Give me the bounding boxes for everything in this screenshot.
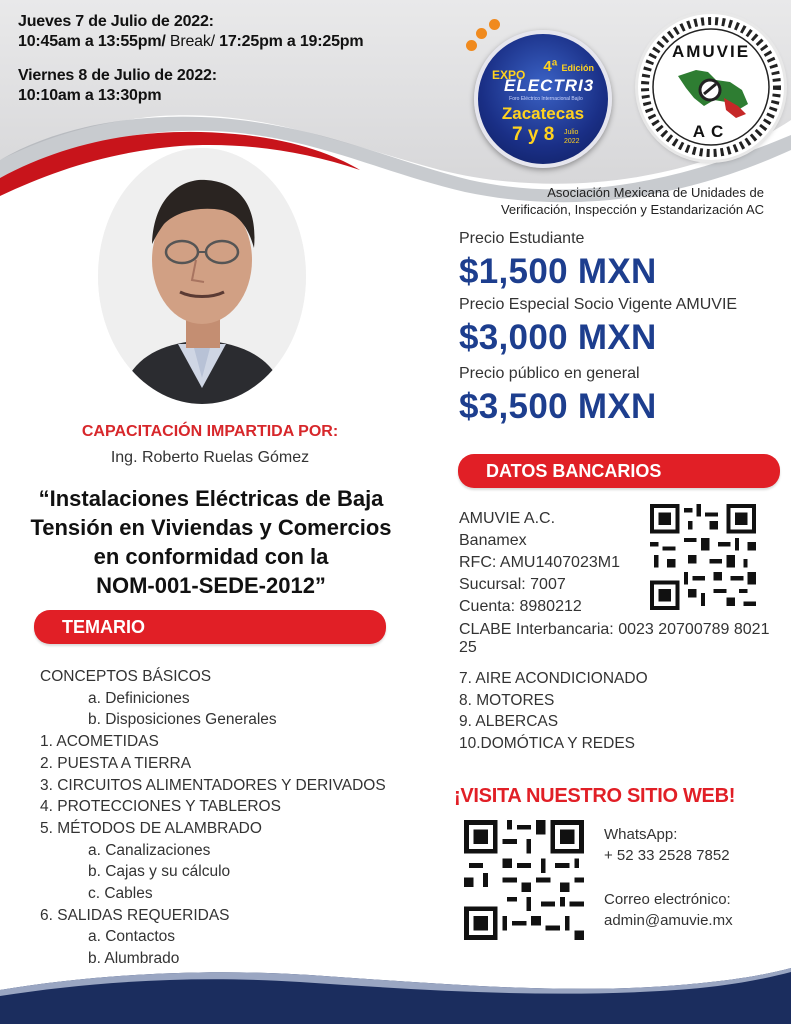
- expo-edition-number: 4ª: [543, 58, 558, 75]
- facebook-icon[interactable]: [466, 40, 477, 51]
- temario-item: a. Canalizaciones: [88, 841, 211, 859]
- schedule-day2-heading: Viernes 8 de Julio de 2022:: [18, 67, 217, 84]
- bank-account-name: AMUVIE A.C.: [459, 510, 556, 527]
- portrait-illustration: [98, 148, 306, 404]
- temario-list-right: [459, 668, 648, 755]
- course-title-line2: Tensión en Viviendas y Comercios: [30, 515, 392, 540]
- whatsapp-number[interactable]: + 52 33 2528 7852: [604, 847, 730, 864]
- expo-dates: 7 y 8: [512, 124, 555, 145]
- amuvie-logo: [638, 14, 784, 160]
- course-title-line1: “Instalaciones Eléctricas de Baja: [38, 486, 384, 511]
- bank-account: Cuenta: 8980212: [459, 598, 582, 615]
- website-heading[interactable]: ¡VISITA NUESTRO SITIO WEB!: [454, 785, 736, 807]
- expo-edition: [543, 58, 594, 75]
- web-icon[interactable]: [489, 19, 500, 30]
- schedule-day1-time-a: 10:45am a 13:55pm/: [18, 33, 166, 50]
- whatsapp-label: WhatsApp:: [604, 826, 678, 843]
- temario-item: b. Alumbrado: [88, 950, 180, 968]
- price-value-public: $3,500 MXN: [459, 387, 657, 426]
- schedule-day2-time: 10:10am a 13:30pm: [18, 87, 162, 104]
- temario-item: 8. MOTORES: [459, 691, 555, 709]
- schedule-day2: [18, 66, 217, 106]
- association-line2: Verificación, Inspección y Estandarización AC: [500, 202, 764, 217]
- temario-item: 1. ACOMETIDAS: [40, 733, 159, 751]
- temario-item: 4. PROTECCIONES Y TABLEROS: [40, 798, 281, 816]
- amuvie-logo-bottom-text: AC: [692, 122, 730, 141]
- expo-brand: ELECTRI3: [504, 76, 595, 95]
- association-name: [470, 184, 764, 218]
- price-label-public: Precio público en general: [459, 365, 640, 382]
- bank-rfc: RFC: AMU1407023M1: [459, 554, 620, 571]
- course-title-line3: en conformidad con la: [93, 544, 329, 569]
- expo-edition-word: Edición: [561, 63, 594, 73]
- schedule-break: Break/: [165, 33, 215, 50]
- bank-heading-banner: [458, 454, 780, 488]
- expo-month: Julio: [564, 129, 579, 136]
- temario-item: b. Cajas y su cálculo: [88, 863, 231, 881]
- temario-item: 3. CIRCUITOS ALIMENTADORES Y DERIVADOS: [40, 776, 386, 794]
- schedule-day1-heading: Jueves 7 de Julio de 2022:: [18, 13, 214, 30]
- schedule-day1-times: [18, 32, 363, 52]
- price-value-member: $3,000 MXN: [459, 318, 657, 357]
- temario-item: 7. AIRE ACONDICIONADO: [459, 670, 648, 687]
- temario-item: 2. PUESTA A TIERRA: [40, 754, 192, 772]
- temario-item: 9. ALBERCAS: [459, 713, 559, 731]
- temario-item: b. Disposiciones Generales: [88, 711, 277, 729]
- expo-label: EXPO: [492, 68, 526, 82]
- expo-month-year: [564, 128, 580, 146]
- instructor-heading: CAPACITACIÓN IMPARTIDA POR:: [81, 423, 339, 440]
- temario-item: 6. SALIDAS REQUERIDAS: [40, 906, 230, 924]
- price-label-member: Precio Especial Socio Vigente AMUVIE: [459, 296, 738, 313]
- expo-year: 2022: [564, 138, 580, 145]
- temario-list-left: [40, 666, 386, 970]
- email-label: Correo electrónico:: [604, 891, 731, 908]
- expo-electri3-logo: [474, 30, 612, 168]
- course-title-line4: NOM-001-SEDE-2012”: [96, 573, 326, 598]
- bank-heading: DATOS BANCARIOS: [486, 461, 662, 481]
- bank-branch: Sucursal: 7007: [459, 576, 566, 593]
- bank-qr-code: [650, 504, 756, 610]
- temario-item: CONCEPTOS BÁSICOS: [40, 668, 212, 685]
- temario-item: c. Cables: [88, 885, 153, 903]
- bank-details: [459, 508, 620, 618]
- schedule-day1-time-b: 17:25pm a 19:25pm: [214, 33, 364, 50]
- whatsapp-block[interactable]: [604, 824, 730, 866]
- instagram-icon[interactable]: [476, 28, 487, 39]
- amuvie-logo-top-text: AMUVIE: [671, 42, 751, 61]
- temario-item: a. Contactos: [88, 928, 176, 946]
- email-block[interactable]: [604, 889, 733, 931]
- bank-name: Banamex: [459, 532, 527, 549]
- temario-heading-banner: [34, 610, 386, 644]
- expo-forum: Foro Eléctrico Internacional Bajío: [509, 96, 583, 102]
- instructor-name: Ing. Roberto Ruelas Gómez: [110, 449, 310, 466]
- course-title: [20, 484, 402, 600]
- website-qr-code[interactable]: [464, 820, 584, 940]
- price-label-student: Precio Estudiante: [459, 230, 585, 247]
- instructor-portrait: [98, 148, 306, 404]
- temario-item: 10.DOMÓTICA Y REDES: [459, 735, 636, 753]
- price-value-student: $1,500 MXN: [459, 252, 657, 291]
- schedule-day1: [18, 12, 363, 52]
- email-address[interactable]: admin@amuvie.mx: [604, 912, 733, 929]
- temario-heading: TEMARIO: [62, 617, 145, 637]
- temario-item: 5. MÉTODOS DE ALAMBRADO: [40, 819, 262, 837]
- bank-clabe: CLABE Interbancaria: 0023 20700789 8021 25: [459, 621, 770, 656]
- association-line1: Asociación Mexicana de Unidades de: [547, 185, 764, 200]
- expo-city: Zacatecas: [501, 104, 585, 123]
- temario-item: a. Definiciones: [88, 689, 190, 707]
